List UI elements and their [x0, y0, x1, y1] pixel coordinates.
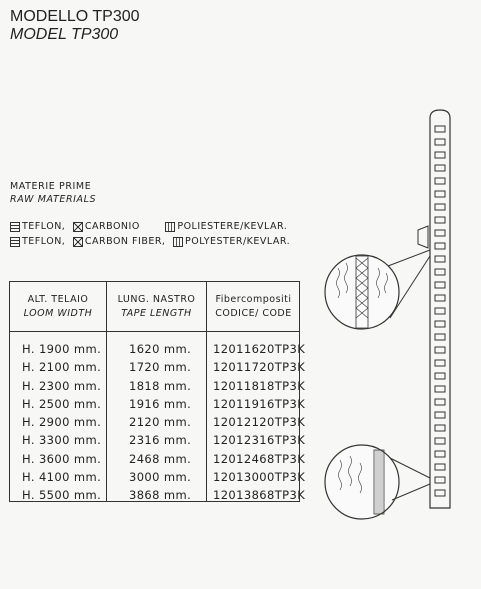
table-cell: 2468 mm.	[129, 451, 192, 466]
table-cell: H. 3600 mm.	[22, 451, 102, 466]
header-loom-it: ALT. TELAIO	[27, 294, 89, 305]
model-title-it: MODELLO TP300	[10, 8, 140, 25]
code-column	[213, 340, 305, 505]
table-cell: H. 2300 mm.	[22, 378, 102, 393]
table-cell: H. 2100 mm.	[22, 360, 102, 375]
legend-carbon-en: CARBON FIBER,	[84, 236, 166, 247]
materials-heading-it: MATERIE PRIME	[10, 181, 92, 192]
legend-polyester-en: POLYESTER/KEVLAR.	[184, 236, 291, 247]
table-cell: 12012468TP3K	[213, 451, 306, 466]
table-cell: 2316 mm.	[129, 433, 192, 448]
table-cell: 3000 mm.	[129, 470, 192, 485]
table-cell: 12012316TP3K	[213, 433, 306, 448]
teflon-swatch-icon	[10, 237, 20, 247]
header-tape-length	[107, 293, 206, 321]
table-cell: 1620 mm.	[129, 342, 192, 356]
carbon-swatch-icon	[73, 222, 83, 232]
table-cell: H. 5500 mm.	[22, 488, 102, 503]
header-code-it: Fibercompositi	[215, 294, 292, 305]
detail-circle-bottom	[325, 445, 430, 519]
header-loom-en: LOOM WIDTH	[23, 308, 93, 319]
table-cell: 12011818TP3K	[213, 378, 306, 393]
header-tape-en: TAPE LENGTH	[121, 308, 192, 319]
table-cell: 1916 mm.	[129, 396, 192, 411]
header-loom-width	[10, 293, 106, 321]
header-code-en: CODICE/ CODE	[215, 308, 292, 319]
header-code	[207, 293, 300, 321]
table-cell: 12011620TP3K	[213, 342, 306, 356]
table-cell: H. 1900 mm.	[22, 342, 102, 356]
table-cell: 12013868TP3K	[213, 488, 306, 503]
table-cell: H. 3300 mm.	[22, 433, 102, 448]
polyester-swatch-icon	[173, 237, 183, 247]
tape-length-column	[129, 340, 191, 505]
loom-width-column	[22, 340, 101, 505]
table-cell: H. 4100 mm.	[22, 470, 102, 485]
legend-teflon-it: TEFLON,	[22, 221, 66, 232]
table-cell: 1818 mm.	[129, 378, 192, 393]
header-tape-it: LUNG. NASTRO	[117, 294, 196, 305]
table-cell: 2120 mm.	[129, 415, 192, 430]
model-title-en: MODEL TP300	[10, 26, 119, 43]
specs-table	[9, 281, 306, 503]
table-cell: H. 2900 mm.	[22, 415, 102, 430]
materials-legend-en	[10, 236, 294, 250]
tape-drawing	[318, 108, 481, 528]
carbon-swatch-icon	[73, 237, 83, 247]
table-cell: H. 2500 mm.	[22, 396, 102, 411]
legend-polyester-it: POLIESTERE/KEVLAR.	[177, 221, 288, 232]
table-cell: 1720 mm.	[129, 360, 192, 375]
detail-circle-top	[325, 250, 430, 329]
materials-heading-en: RAW MATERIALS	[10, 194, 97, 205]
table-cell: 12011720TP3K	[213, 360, 306, 375]
table-cell: 12011916TP3K	[213, 396, 306, 411]
table-cell: 3868 mm.	[129, 488, 192, 503]
polyester-swatch-icon	[165, 222, 175, 232]
table-cell: 12013000TP3K	[213, 470, 306, 485]
legend-carbon-it: CARBONIO	[84, 221, 140, 232]
materials-legend-it	[10, 221, 291, 235]
legend-teflon-en: TEFLON,	[22, 236, 66, 247]
teflon-swatch-icon	[10, 222, 20, 232]
table-cell: 12012120TP3K	[213, 415, 306, 430]
